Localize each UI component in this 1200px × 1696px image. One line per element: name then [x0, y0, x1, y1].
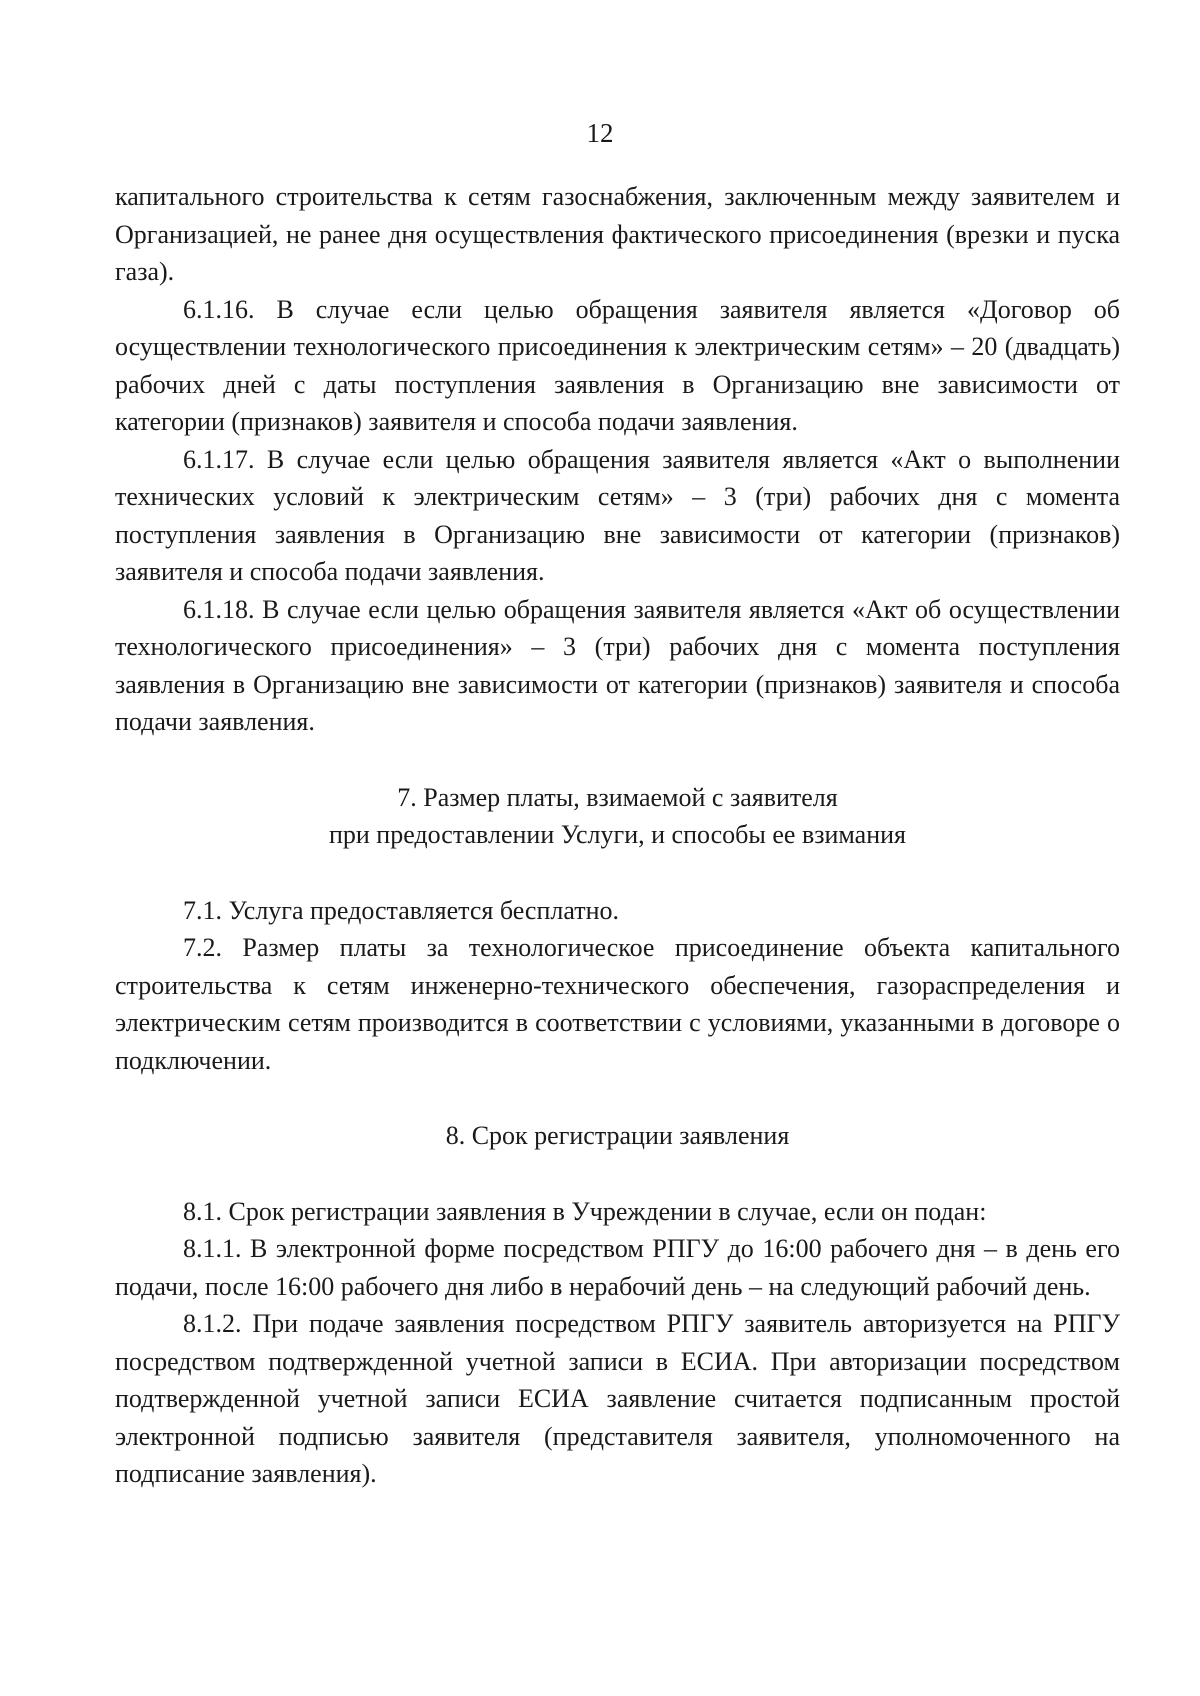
section-8-body [115, 1193, 1120, 1493]
document-body [115, 178, 1120, 1493]
paragraph-continuation: капитального строительства к сетям газоснабжения, заключенным между заявителем и Организацией, не ранее дня осуществления фактического присоединения (врезки и пуска газа). [115, 182, 1120, 286]
paragraph-8-1: 8.1. Срок регистрации заявления в Учреждении в случае, если он подан: [183, 1196, 987, 1226]
page-number: 12 [586, 118, 614, 148]
section-7-heading-line-2: при предоставлении Услуги, и способы ее взимания [328, 820, 907, 849]
section-7-heading-line-1: 7. Размер платы, взимаемой с заявителя [397, 782, 838, 812]
paragraph-6-1-16: 6.1.16. В случае если целью обращения заявителя является «Договор об осуществлении технологического присоединения к электрическим сетям» – 20 (двадцать) рабочих дней с даты поступления заявления в Организацию вне зависимости от категории (признаков) заявителя и способа подачи заявления. [115, 294, 1120, 436]
section-8-heading-line: 8. Срок регистрации заявления [445, 1121, 790, 1150]
section-7-heading [115, 779, 1120, 854]
paragraph-6-1-17: 6.1.17. В случае если целью обращения заявителя является «Акт о выполнении технических условий к электрическим сетям» – 3 (три) рабочих дня с момента поступления заявления в Организацию вне зависимости от категории (признаков) заявителя и способа подачи заявления. [115, 444, 1120, 586]
paragraph-6-1-18: 6.1.18. В случае если целью обращения заявителя является «Акт об осуществлении технологического присоединения» – 3 (три) рабочих дня с момента поступления заявления в Организацию вне зависимости от категории (признаков) заявителя и способа подачи заявления. [115, 594, 1120, 736]
paragraph-8-1-2: 8.1.2. При подаче заявления посредством РПГУ заявитель авторизуется на РПГУ посредством подтвержденной учетной записи в ЕСИА. При авторизации посредством подтвержденной учетной записи ЕСИА заявление считается подписанным простой электронной подписью заявителя (представителя заявителя, уполномоченного на подписание заявления). [115, 1309, 1120, 1488]
section-8-heading [115, 1117, 1120, 1155]
paragraph-7-2: 7.2. Размер платы за технологическое присоединение объекта капитального строительства к сетям инженерно-технического обеспечения, газораспределения и электрическим сетям производится в соответствии с условиями, указанными в договоре о подключении. [115, 933, 1120, 1075]
paragraph-8-1-1: 8.1.1. В электронной форме посредством РПГУ до 16:00 рабочего дня – в день его подачи, после 16:00 рабочего дня либо в нерабочий день – на следующий рабочий день. [115, 1234, 1120, 1301]
section-7-body [115, 892, 1120, 1080]
paragraph-7-1: 7.1. Услуга предоставляется бесплатно. [183, 895, 619, 925]
